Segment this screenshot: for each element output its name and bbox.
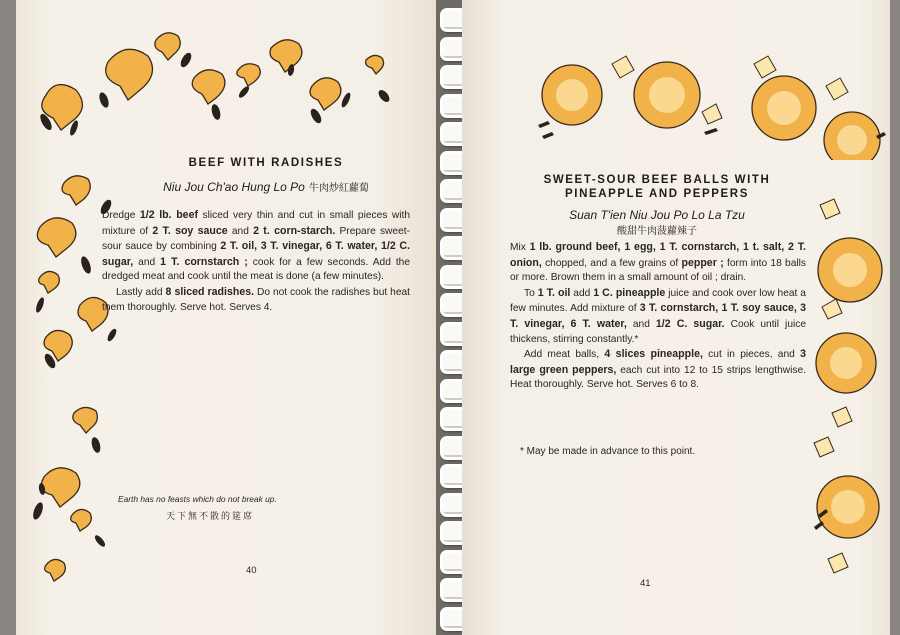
instruction-text: juice and cook over low heat a few minutes. Add mixture of bbox=[510, 287, 806, 315]
ingredient-text: 4 slices pineapple, bbox=[604, 348, 703, 361]
instruction-text: Lastly add bbox=[116, 286, 166, 298]
ingredient-text: 1 T. cornstarch ; bbox=[160, 255, 248, 268]
ingredient-text: 2 T. oil, 3 T. vinegar, 6 T. water, 1/2 C. sugar, bbox=[102, 240, 410, 268]
recipe-title-line-2: PINEAPPLE AND PEPPERS bbox=[565, 188, 749, 200]
page-number: 40 bbox=[246, 565, 257, 576]
recipe-subtitle-chinese: 牛肉炒紅蘿蔔 bbox=[308, 183, 369, 194]
instruction-text: and bbox=[133, 256, 161, 268]
ingredient-text: 1 T. oil bbox=[537, 286, 571, 299]
right-page bbox=[462, 0, 890, 635]
instruction-text: Do not cook the radishes but heat them thoroughly. Serve hot. Serves 4. bbox=[102, 286, 410, 313]
ingredient-text: 8 sliced radishes. bbox=[165, 285, 255, 298]
ingredient-text: 2 t. corn-starch. bbox=[253, 224, 336, 237]
instruction-text: cut in pieces, and bbox=[702, 349, 801, 361]
recipe-paragraph bbox=[510, 240, 806, 286]
instruction-text: Cook until juice thickens, stirring constantly.* bbox=[510, 318, 807, 345]
ingredient-text: 3 large green peppers, bbox=[510, 348, 806, 376]
instruction-text: form into 18 balls or more. Brown them in a small amount of oil ; drain. bbox=[510, 257, 807, 284]
recipe-subtitle-chinese: 酸甜牛肉菠蘿辣子 bbox=[617, 226, 697, 237]
instruction-text: and bbox=[626, 318, 656, 330]
recipe-paragraph bbox=[102, 285, 410, 315]
instruction-text: chopped, and a few grains of bbox=[541, 257, 682, 269]
instruction-text: Add meat balls, bbox=[524, 349, 605, 361]
recipe-title-line-1: SWEET-SOUR BEEF BALLS WITH bbox=[543, 174, 771, 186]
instruction-text: Mix bbox=[510, 242, 530, 253]
radish-border-top-icon bbox=[16, 0, 436, 140]
ingredient-text: 3 T. cornstarch, 1 T. soy sauce, 3 T. vinegar, 6 T. water, bbox=[510, 302, 806, 330]
recipe-footnote: * May be made in advance to this point. bbox=[520, 446, 696, 457]
ingredient-text: 2 T. soy sauce bbox=[152, 224, 228, 237]
recipe-paragraph bbox=[510, 286, 806, 347]
recipe-subtitle-romanized: Suan T'ien Niu Jou Po Lo La Tzu bbox=[569, 208, 745, 222]
ingredient-text: 1/2 C. sugar. bbox=[655, 317, 725, 330]
meatball-border-side-icon bbox=[810, 175, 890, 605]
instruction-text: cook for a few seconds. Add the dredged meat and cook until the meat is done (a few minutes). bbox=[102, 256, 410, 283]
instruction-text: and bbox=[227, 225, 254, 237]
instruction-text: Prepare sweet-sour sauce by combining bbox=[102, 225, 410, 253]
recipe-instructions bbox=[102, 208, 410, 315]
proverb-english: Earth has no feasts which do not break up. bbox=[118, 494, 277, 504]
instruction-text: To bbox=[524, 287, 538, 299]
recipe-instructions bbox=[510, 240, 806, 393]
page-number: 41 bbox=[640, 578, 651, 589]
ingredient-text: pepper ; bbox=[681, 256, 724, 269]
instruction-text: each cut into 12 to 15 strips lengthwise. Heat thoroughly. Serve hot. Serves 6 to 8. bbox=[510, 364, 806, 391]
instruction-text: sliced very thin and cut in small pieces with mixture of bbox=[102, 210, 410, 237]
instruction-text: Dredge bbox=[102, 210, 140, 221]
recipe-subtitle-romanized: Niu Jou Ch'ao Hung Lo Po bbox=[163, 180, 305, 194]
recipe-paragraph bbox=[510, 347, 806, 393]
instruction-text: add bbox=[570, 287, 594, 299]
recipe-paragraph bbox=[102, 208, 410, 285]
recipe-title: BEEF WITH RADISHES bbox=[188, 157, 344, 169]
ingredient-text: 1 C. pineapple bbox=[593, 286, 666, 299]
recipe-subtitle bbox=[111, 179, 421, 194]
meatball-border-top-icon bbox=[462, 0, 890, 160]
proverb-chinese: 天下無不散的筵席 bbox=[166, 511, 255, 521]
left-page bbox=[16, 0, 436, 635]
ingredient-text: 1/2 lb. beef bbox=[139, 209, 198, 221]
ingredient-text: 1 lb. ground beef, 1 egg, 1 T. cornstarch, 1 t. salt, 2 T. onion, bbox=[510, 241, 806, 269]
